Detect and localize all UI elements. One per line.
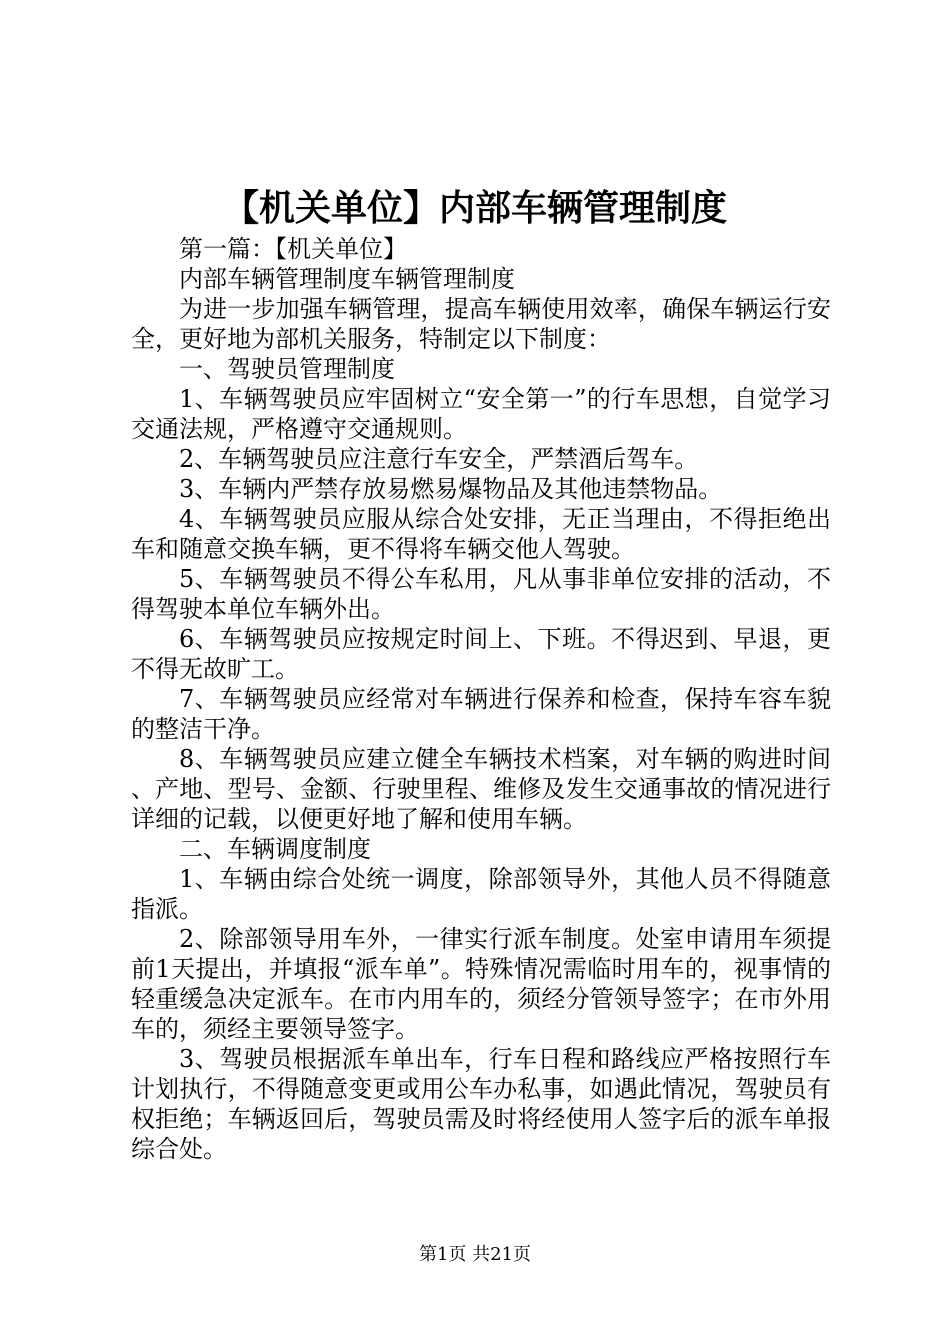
paragraph: 4、车辆驾驶员应服从综合处安排，无正当理由，不得拒绝出车和随意交换车辆，更不得将车辆交他人驾驶。 <box>131 505 831 563</box>
paragraph: 内部车辆管理制度车辆管理制度 <box>179 265 515 293</box>
paragraph: 2、除部领导用车外，一律实行派车制度。处室申请用车须提前1天提出，并填报“派车单”。特殊情况需临时用车的，视事情的轻重缓急决定派车。在市内用车的，须经分管领导签字；在市外用车的，须经主要领导签字。 <box>131 925 831 1043</box>
paragraph: 6、车辆驾驶员应按规定时间上、下班。不得迟到、早退，更不得无故旷工。 <box>131 625 831 683</box>
paragraph: 8、车辆驾驶员应建立健全车辆技术档案，对车辆的购进时间、产地、型号、金额、行驶里程、维修及发生交通事故的情况进行详细的记载，以便更好地了解和使用车辆。 <box>131 745 831 833</box>
section-heading: 二、车辆调度制度 <box>179 835 371 863</box>
paragraph: 3、驾驶员根据派车单出车，行车日程和路线应严格按照行车计划执行，不得随意变更或用公车办私事，如遇此情况，驾驶员有权拒绝；车辆返回后，驾驶员需及时将经使用人签字后的派车单报综合处。 <box>131 1045 831 1163</box>
paragraph: 第一篇：【机关单位】 <box>179 235 407 263</box>
page-footer: 第1页 共21页 <box>418 1244 532 1265</box>
document-body <box>131 234 831 1164</box>
document-title: 【机关单位】内部车辆管理制度 <box>222 187 727 229</box>
section-heading: 一、驾驶员管理制度 <box>179 355 395 383</box>
paragraph: 3、车辆内严禁存放易燃易爆物品及其他违禁物品。 <box>179 475 723 503</box>
paragraph: 2、车辆驾驶员应注意行车安全，严禁酒后驾车。 <box>179 445 699 473</box>
paragraph: 5、车辆驾驶员不得公车私用，凡从事非单位安排的活动，不得驾驶本单位车辆外出。 <box>131 565 831 623</box>
paragraph: 为进一步加强车辆管理，提高车辆使用效率，确保车辆运行安全，更好地为部机关服务，特制定以下制度： <box>131 295 831 353</box>
paragraph: 1、车辆由综合处统一调度，除部领导外，其他人员不得随意指派。 <box>131 865 831 923</box>
paragraph: 1、车辆驾驶员应牢固树立“安全第一”的行车思想，自觉学习交通法规，严格遵守交通规则。 <box>131 385 831 443</box>
paragraph: 7、车辆驾驶员应经常对车辆进行保养和检查，保持车容车貌的整洁干净。 <box>131 685 831 743</box>
